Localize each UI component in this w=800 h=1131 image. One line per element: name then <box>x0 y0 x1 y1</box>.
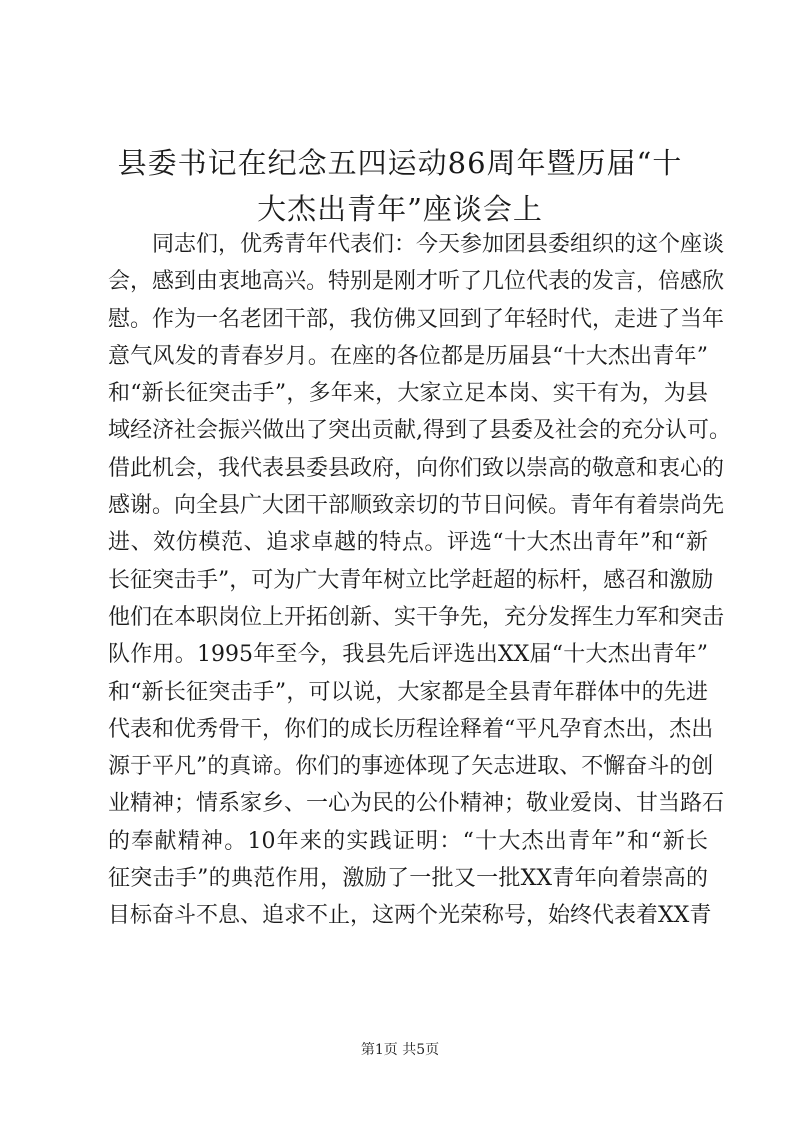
body-line: 意气风发的青春岁月。在座的各位都是历届县“十大杰出青年” <box>108 343 708 369</box>
body-line: 感谢。向全县广大团干部顺致亲切的节日问候。青年有着崇尚先 <box>108 493 725 519</box>
body-line: 慰。作为一名老团干部，我仿佛又回到了年轻时代，走进了当年 <box>108 306 725 332</box>
body-line: 征突击手”的典范作用，激励了一批又一批XX青年向着崇高的 <box>108 866 708 892</box>
body-line: 长征突击手”，可为广大青年树立比学赶超的标杆，感召和激励 <box>108 567 714 593</box>
body-line: 进、效仿模范、追求卓越的特点。评选“十大杰出青年”和“新 <box>108 530 708 556</box>
body-line: 借此机会，我代表县委县政府，向你们致以崇高的敬意和衷心的 <box>108 455 725 481</box>
body-line: 源于平凡”的真谛。你们的事迹体现了矢志进取、不懈奋斗的创 <box>108 754 714 780</box>
body-line: 他们在本职岗位上开拓创新、实干争先，充分发挥生力军和突击 <box>108 604 725 630</box>
body-line: 目标奋斗不息、追求不止，这两个光荣称号，始终代表着XX青 <box>108 903 712 929</box>
document-title <box>80 140 720 232</box>
body-line: 域经济社会振兴做出了突出贡献,得到了县委及社会的充分认可。 <box>108 418 731 444</box>
body-line: 的奉献精神。10年来的实践证明：“十大杰出青年”和“新长 <box>108 828 708 854</box>
body-line: 和“新长征突击手”，可以说，大家都是全县青年群体中的先进 <box>108 679 708 705</box>
title-line-1: 县委书记在纪念五四运动86周年暨历届“十 <box>117 146 683 180</box>
body-line: 业精神；情系家乡、一心为民的公仆精神；敬业爱岗、甘当路石 <box>108 791 725 817</box>
title-line-2: 大杰出青年”座谈会上 <box>257 192 543 226</box>
body-line: 和“新长征突击手”，多年来，大家立足本岗、实干有为，为县 <box>108 381 708 407</box>
page-footer: 第1页 共5页 <box>360 1042 440 1058</box>
body-line: 同志们，优秀青年代表们：今天参加团县委组织的这个座谈 <box>152 232 725 257</box>
body-line: 代表和优秀骨干，你们的成长历程诠释着“平凡孕育杰出，杰出 <box>108 716 714 742</box>
body-line: 队作用。1995年至今，我县先后评选出XX届“十大杰出青年” <box>108 642 708 668</box>
document-body <box>108 226 731 935</box>
body-line: 会，感到由衷地高兴。特别是刚才听了几位代表的发言，倍感欣 <box>108 269 725 295</box>
